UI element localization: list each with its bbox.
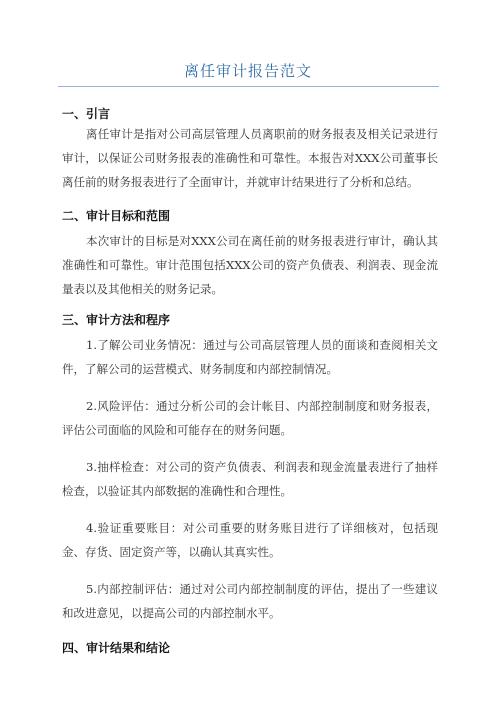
title-divider (58, 86, 439, 87)
procedure-item-3: 3.抽样检查：对公司的资产负债表、利润表和现金流量表进行了抽样检查，以验证其内部数据的准确性和合理性。 (62, 460, 438, 498)
section-heading-results-conclusion: 四、审计结果和结论 (62, 641, 171, 655)
objectives-scope-paragraph: 本次审计的目标是对XXX公司在离任前的财务报表进行审计，确认其准确性和可靠性。审计范围包括XXX公司的资产负债表、利润表、现金流量表以及其他相关的财务记录。 (62, 234, 438, 296)
section-heading-methods-procedures: 三、审计方法和程序 (62, 313, 171, 327)
procedure-item-1: 1.了解公司业务情况：通过与公司高层管理人员的面谈和查阅相关文件，了解公司的运营模式、财务制度和内部控制情况。 (62, 338, 438, 376)
procedure-item-2: 2.风险评估：通过分析公司的会计帐目、内部控制制度和财务报表，评估公司面临的风险和可能存在的财务问题。 (62, 399, 438, 437)
introduction-paragraph: 离任审计是指对公司高层管理人员离职前的财务报表及相关记录进行审计，以保证公司财务报表的准确性和可靠性。本报告对XXX公司董事长离任前的财务报表进行了全面审计，并就审计结果进行了分析和总结。 (62, 127, 438, 189)
document-title: 离任审计报告范文 (183, 62, 312, 80)
procedure-item-5: 5.内部控制评估：通过对公司内部控制制度的评估，提出了一些建议和改进意见，以提高公司的内部控制水平。 (62, 582, 438, 620)
section-heading-objectives-scope: 二、审计目标和范围 (62, 209, 171, 223)
section-heading-introduction: 一、引言 (62, 107, 111, 121)
procedure-item-4: 4.验证重要账目：对公司重要的财务账目进行了详细核对，包括现金、存货、固定资产等，以确认其真实性。 (62, 521, 438, 559)
